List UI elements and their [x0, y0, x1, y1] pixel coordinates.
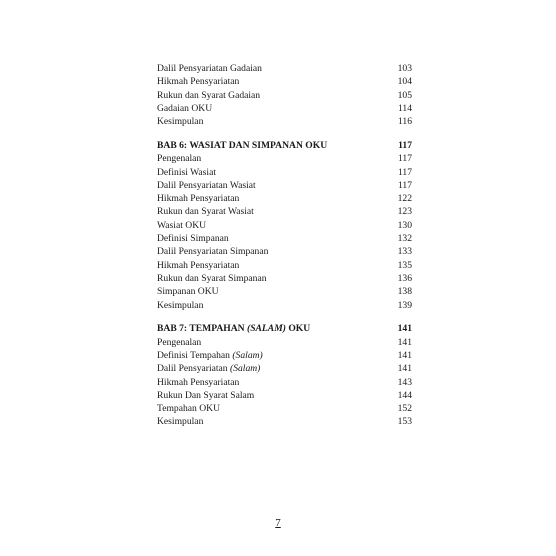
- section-gap: [157, 128, 412, 139]
- toc-entry-label: [157, 376, 239, 389]
- toc-entry-page-number: 141: [397, 349, 412, 361]
- toc-entry[interactable]: [157, 89, 412, 102]
- toc-entry-page-number: 104: [397, 76, 412, 88]
- toc-entry-page-number: 133: [397, 246, 412, 258]
- toc-entry-label: [157, 349, 263, 362]
- toc-entry[interactable]: [157, 166, 412, 179]
- toc-entry-text: Dalil Pensyariatan: [157, 363, 230, 375]
- toc-entry-page-number: 122: [397, 193, 412, 205]
- toc-entry-text: Rukun Dan Syarat Salam: [157, 389, 255, 401]
- toc-entry[interactable]: [157, 285, 412, 298]
- toc-entry[interactable]: [157, 259, 412, 272]
- toc-entry-label: [157, 389, 254, 402]
- toc-entry-label: [157, 272, 267, 285]
- toc-entry-text: Dalil Pensyariatan Simpanan: [157, 246, 269, 258]
- toc-entry[interactable]: [157, 62, 412, 75]
- toc-entry-label: [157, 166, 216, 179]
- toc-entry[interactable]: [157, 402, 412, 415]
- toc-entry-label: [157, 179, 256, 192]
- toc-chapter-heading-bab7[interactable]: [157, 322, 412, 335]
- toc-entry[interactable]: [157, 362, 412, 375]
- toc-entry-text: Kesimpulan: [157, 416, 204, 428]
- toc-prev-section: [157, 62, 412, 128]
- toc-entry-label: [157, 152, 201, 165]
- table-of-contents: [157, 62, 412, 429]
- toc-entry-text: Kesimpulan: [157, 116, 204, 128]
- toc-entry-italic-text: (Salam): [230, 363, 261, 375]
- toc-entry-page-number: 130: [397, 219, 412, 231]
- toc-bab6-items: [157, 152, 412, 312]
- toc-entry-label: [157, 299, 203, 312]
- chapter-title-italic: (SALAM): [247, 323, 286, 335]
- toc-entry-text: Tempahan OKU: [157, 403, 221, 415]
- toc-entry-page-number: 116: [397, 116, 412, 128]
- toc-entry-label: [157, 219, 206, 232]
- toc-entry-text: Rukun dan Syarat Simpanan: [157, 272, 267, 284]
- chapter-title: BAB 6: WASIAT DAN SIMPANAN OKU: [157, 139, 328, 151]
- toc-entry-page-number: 136: [397, 272, 412, 284]
- toc-entry-text: Dalil Pensyariatan Wasiat: [157, 179, 256, 191]
- toc-entry-page-number: 138: [397, 286, 412, 298]
- toc-entry[interactable]: [157, 376, 412, 389]
- toc-entry[interactable]: [157, 115, 412, 128]
- toc-bab7-items: [157, 336, 412, 429]
- page-number: 7: [275, 517, 281, 529]
- toc-entry[interactable]: [157, 299, 412, 312]
- toc-entry-label: [157, 62, 262, 75]
- toc-entry-label: [157, 192, 239, 205]
- toc-entry-label: [157, 415, 203, 428]
- toc-entry-page-number: 141: [397, 363, 412, 375]
- toc-entry-text: Wasiat OKU: [157, 219, 207, 231]
- toc-entry-label: [157, 402, 220, 415]
- toc-entry-text: Hikmah Pensyariatan: [157, 259, 240, 271]
- toc-entry-label: [157, 102, 212, 115]
- toc-entry-label: [157, 245, 268, 258]
- chapter-title: [157, 322, 310, 335]
- page-footer: [0, 517, 556, 529]
- toc-chapter-heading-bab6[interactable]: [157, 139, 412, 152]
- toc-entry-label: [157, 75, 239, 88]
- chapter-title-suffix: OKU: [285, 323, 311, 335]
- toc-entry-page-number: 123: [397, 206, 412, 218]
- toc-entry-label: [157, 205, 254, 218]
- toc-entry-text: Definisi Tempahan: [157, 349, 233, 361]
- toc-entry[interactable]: [157, 219, 412, 232]
- toc-entry-page-number: 143: [397, 376, 412, 388]
- toc-entry-label: [157, 259, 239, 272]
- toc-entry-page-number: 153: [397, 416, 412, 428]
- toc-entry-page-number: 117: [397, 179, 412, 191]
- toc-entry-label: [157, 115, 203, 128]
- toc-entry[interactable]: [157, 192, 412, 205]
- toc-entry-text: Kesimpulan: [157, 299, 204, 311]
- toc-entry-text: Simpanan OKU: [157, 286, 219, 298]
- toc-entry-page-number: 117: [397, 153, 412, 165]
- toc-entry-italic-text: (Salam): [232, 349, 263, 361]
- chapter-title-prefix: BAB 7: TEMPAHAN: [157, 323, 247, 335]
- toc-entry-label: [157, 232, 229, 245]
- toc-entry[interactable]: [157, 389, 412, 402]
- toc-entry-text: Rukun dan Syarat Gadaian: [157, 89, 261, 101]
- chapter-page-number: 117: [398, 139, 412, 151]
- toc-entry-text: Pengenalan: [157, 336, 202, 348]
- toc-entry-label: [157, 336, 201, 349]
- toc-entry-page-number: 103: [397, 63, 412, 74]
- toc-entry-page-number: 144: [397, 389, 412, 401]
- toc-entry-label: [157, 285, 219, 298]
- toc-entry-text: Definisi Simpanan: [157, 233, 229, 245]
- toc-entry-page-number: 117: [397, 166, 412, 178]
- section-gap: [157, 312, 412, 323]
- toc-entry[interactable]: [157, 272, 412, 285]
- toc-entry-text: Pengenalan: [157, 153, 202, 165]
- toc-entry-page-number: 139: [397, 299, 412, 311]
- toc-entry-page-number: 114: [397, 102, 412, 114]
- toc-entry-text: Dalil Pensyariatan Gadaian: [157, 63, 262, 74]
- toc-entry-page-number: 132: [397, 233, 412, 245]
- toc-entry-page-number: 141: [397, 336, 412, 348]
- toc-entry-text: Definisi Wasiat: [157, 166, 217, 178]
- chapter-page-number: 141: [397, 323, 412, 335]
- toc-entry[interactable]: [157, 152, 412, 165]
- toc-entry[interactable]: [157, 415, 412, 428]
- toc-entry-text: Gadaian OKU: [157, 102, 213, 114]
- toc-entry[interactable]: [157, 336, 412, 349]
- toc-entry[interactable]: [157, 349, 412, 362]
- toc-entry-label: [157, 89, 260, 102]
- toc-entry[interactable]: [157, 75, 412, 88]
- toc-entry[interactable]: [157, 205, 412, 218]
- toc-entry-text: Hikmah Pensyariatan: [157, 76, 240, 88]
- toc-entry[interactable]: [157, 102, 412, 115]
- toc-entry-label: [157, 362, 260, 375]
- toc-entry-page-number: 135: [397, 259, 412, 271]
- toc-entry-page-number: 152: [397, 403, 412, 415]
- toc-entry[interactable]: [157, 179, 412, 192]
- toc-entry[interactable]: [157, 232, 412, 245]
- toc-entry-text: Hikmah Pensyariatan: [157, 193, 240, 205]
- toc-entry-text: Hikmah Pensyariatan: [157, 376, 240, 388]
- toc-entry-page-number: 105: [397, 89, 412, 101]
- toc-entry-text: Rukun dan Syarat Wasiat: [157, 206, 254, 218]
- toc-entry[interactable]: [157, 245, 412, 258]
